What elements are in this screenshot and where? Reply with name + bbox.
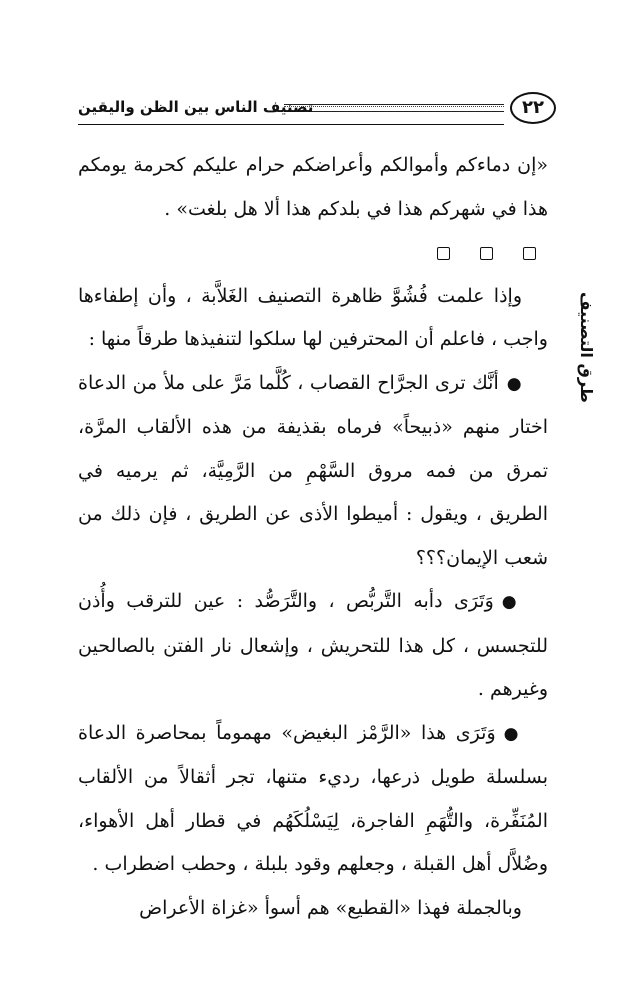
running-header [78,92,550,132]
bullet-icon: ● [506,373,522,394]
paragraph-bullet-1-text: أنَّك ترى الجرَّاح القصاب ، كُلَّما مَرَّ على ملأ من الدعاة اختار منهم «ذبيحاً» فرماه بقذيفة من هذه الألقاب المرَّة، تمرق من فمه مروق السَّهْمِ من الرَّمِيَّة، ثم يرميه في الطريق ، ويقول : أميطوا الأذى عن الطريق ، فإن ذلك من شعب الإيمان؟؟؟ [78,371,548,569]
paragraph-bullet-3-text: وَتَرَى هذا «الرَّمْز البغيض» مهموماً بمحاصرة الدعاة بسلسلة طويل ذرعها، رديء متنها، تجر أثقالاً من الألقاب المُنَفِّرة، والتُّهَمِ الفاجرة، لِيَسْلُكَهُم في قطار أهل الأهواء، وضُلاَّل أهل القبلة ، وجعلهم وقود بلبلة ، وحطب اضطراب . [78,721,548,875]
paragraph-bullet-2-text: وَتَرَى دأبه التَّربُّص ، والتَّرَصُّد : عين للترقب وأُذن للتجسس ، كل هذا للتحريش ، وإشعال نار الفتن بالصالحين وغيرهم . [78,590,548,700]
body-text [78,144,548,930]
bullet-icon: ● [501,592,522,612]
section-separator [78,231,548,275]
paragraph-bullet-2 [78,580,548,712]
paragraph-bullet-3 [78,712,548,887]
separator-square-icon [480,247,493,260]
paragraph-intro: وإذا علمت فُشُوَّ ظاهرة التصنيف الغَلاَّبة ، وأن إطفاءها واجب ، فاعلم أن المحترفين لها سلكوا لتنفيذها طرقاً منها : [78,284,548,350]
header-underline [78,124,504,125]
bullet-icon: ● [503,723,522,744]
separator-square-icon [437,247,450,260]
page-number: ٢٢ [510,92,556,124]
paragraph-bullet-1 [78,362,548,581]
header-ornament-rule [284,104,504,112]
separator-square-icon [523,247,536,260]
margin-note: طرق التصنيف [577,292,596,403]
running-title: تصنيف الناس بين الظن واليقين [78,98,314,116]
paragraph-conclusion: وبالجملة فهذا «القطيع» هم أسوأ «غزاة الأعراض [139,896,522,919]
paragraph-hadith: «إن دماءكم وأموالكم وأعراضكم حرام عليكم كحرمة يومكم هذا في شهركم هذا في بلدكم هذا ألا هل بلغت» . [78,154,548,220]
